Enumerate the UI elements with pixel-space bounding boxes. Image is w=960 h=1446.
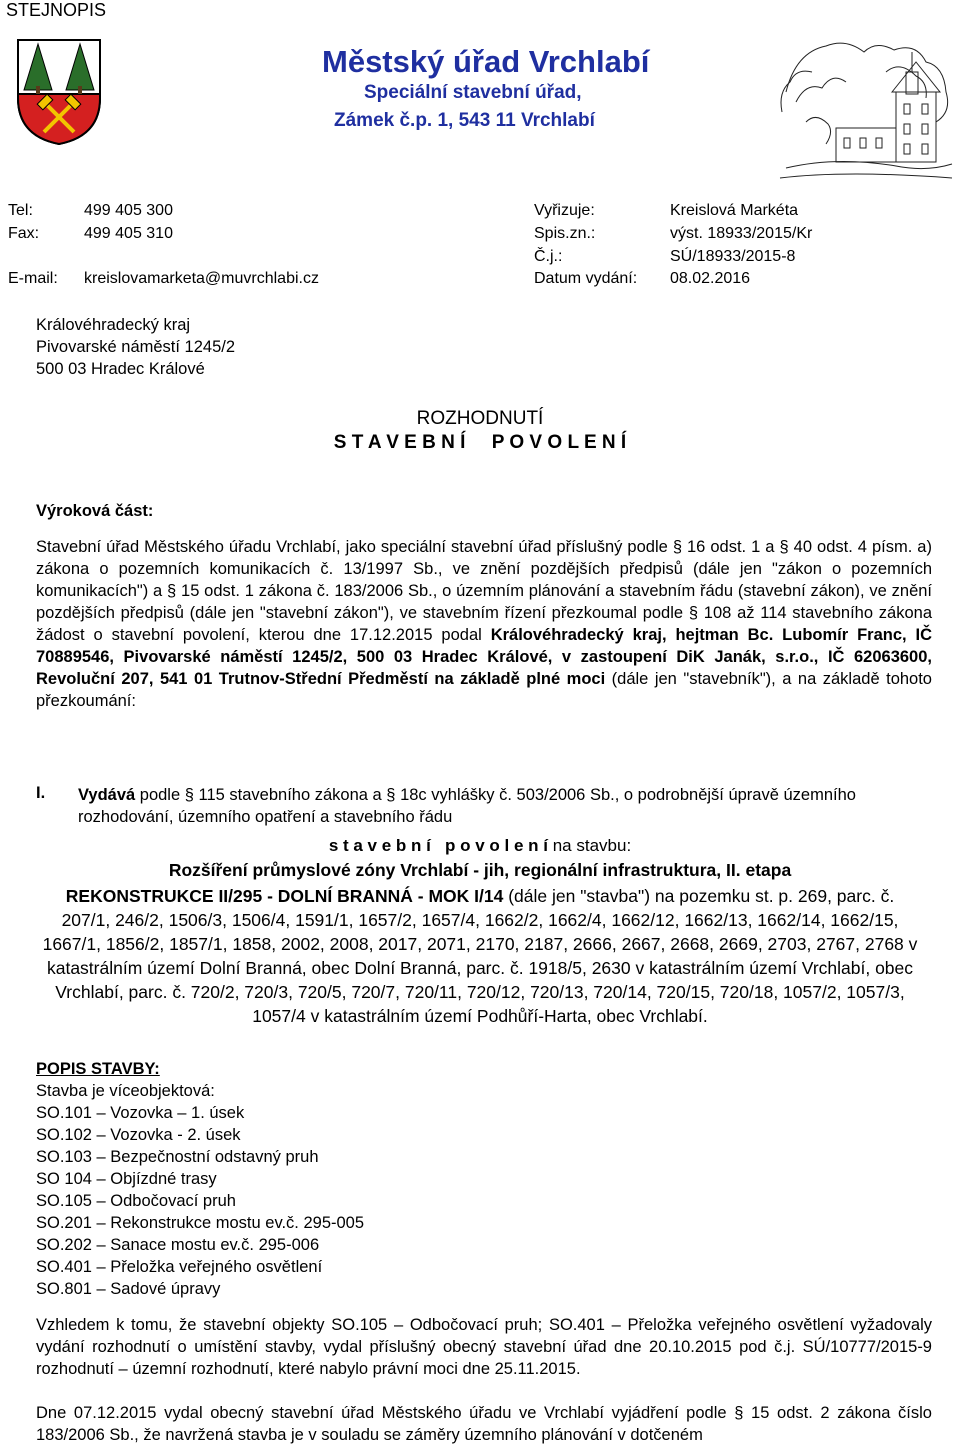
list-item: SO.202 – Sanace mostu ev.č. 295-006 bbox=[36, 1236, 320, 1254]
tel-label: Tel: bbox=[8, 202, 33, 219]
text-span: 15 odst. 1 zákona č. 183/2006 Sb., o územním plánování a stavebním řádu (stavební zákon), ve znění pozdějších předpisů (dále jen "stavební zákon"), ve stavebním řízení přezkoumal podle bbox=[36, 582, 933, 622]
section-heading: Výroková část: bbox=[36, 502, 154, 520]
office-title: Městský úřad Vrchlabí bbox=[322, 44, 650, 79]
recipient-line3: 500 03 Hradec Králové bbox=[36, 360, 205, 378]
castle-drawing-icon bbox=[776, 32, 956, 186]
list-item: SO.101 – Vozovka – 1. úsek bbox=[36, 1104, 245, 1122]
recipient-line1: Královéhradecký kraj bbox=[36, 316, 191, 334]
list-item: SO.401 – Přeložka veřejného osvětlení bbox=[36, 1258, 323, 1276]
email-value: kreislovamarketa@muvrchlabi.cz bbox=[84, 270, 319, 287]
vyrizuje-value: Kreislová Markéta bbox=[670, 202, 799, 219]
applicant-details: Královéhradecký kraj, hejtman Bc. Lubomír Franc, IČ 70889546, Pivovarské náměstí 1245/2, 500 03 Hradec Králové, v zastoupení DiK Janák, s.r.o., IČ 62063600, Revoluční 207, 541 01 Trutnov-Střední Předměstí na základě plné moci bbox=[36, 626, 932, 688]
text-span: 40 odst. 4 písm. a) zákona o pozemních komunikacích č. 13/1997 Sb., ve znění pozdějších předpisů (dále jen "zákon o pozemních komunikacích") a bbox=[36, 538, 932, 600]
text-span: Stavební úřad Městského úřadu Vrchlabí, jako speciální stavební úřad příslušný podle bbox=[36, 538, 668, 556]
text-span: 108 až 114 stavebního zákona žádost o stavební povolení, kterou dne 17.12.2015 podal bbox=[36, 604, 932, 644]
section-sign: § bbox=[184, 786, 194, 804]
popis-heading: POPIS STAVBY: bbox=[36, 1060, 160, 1078]
fax-value: 499 405 310 bbox=[84, 225, 173, 242]
section-i-text bbox=[78, 784, 932, 828]
office-address: Zámek č.p. 1, 543 11 Vrchlabí bbox=[334, 110, 595, 131]
project-name: Rozšíření průmyslové zóny Vrchlabí - jih, regionální infrastruktura, II. etapa bbox=[168, 860, 792, 880]
list-item: SO.801 – Sadové úpravy bbox=[36, 1280, 221, 1298]
section-sign: § bbox=[688, 604, 699, 622]
section-sign: § bbox=[672, 538, 682, 556]
section-number: I. bbox=[36, 784, 46, 802]
text-span: 15 odst. 2 zákona číslo 183/2006 Sb., že navržená stavba je v souladu se záměry územního plánování v dotčeném bbox=[36, 1404, 932, 1444]
list-item: SO 104 – Objízdné trasy bbox=[36, 1170, 217, 1188]
permit-line bbox=[0, 836, 960, 856]
spiszn-label: Spis.zn.: bbox=[534, 225, 596, 242]
text-span: podle bbox=[139, 786, 181, 804]
paragraph-opinion bbox=[36, 1402, 932, 1446]
text-span: 115 stavebního zákona a bbox=[198, 786, 382, 804]
text-span: (dále jen "stavebník"), a na základě tohoto přezkoumání: bbox=[36, 670, 932, 710]
vydava-verb: Vydává bbox=[78, 786, 136, 804]
section-sign: § bbox=[386, 786, 396, 804]
decision-subtitle: S T A V E B N Í P O V O L E N Í bbox=[333, 432, 627, 453]
section-sign: § bbox=[779, 538, 789, 556]
text-span: Dne 07.12.2015 vydal obecný stavební úřad Městského úřadu ve Vrchlabí vyjádření podle bbox=[36, 1404, 727, 1422]
tel-value: 499 405 300 bbox=[84, 202, 173, 219]
paragraph-zoning: Vzhledem k tomu, že stavební objekty SO.105 – Odbočovací pruh; SO.401 – Přeložka veřejného osvětlení vyžadovaly vydání rozhodnutí o umístění stavby, vydal příslušný obecný stavební úřad dne 20.10.2015 pod č.j. SÚ/10777/2015-9 rozhodnutí – územní rozhodnutí, které nabylo právní moci dne 25.11.2015. bbox=[36, 1316, 932, 1378]
cj-value: SÚ/18933/2015-8 bbox=[670, 248, 796, 265]
section-sign: § bbox=[167, 582, 177, 600]
text-span: na stavbu: bbox=[552, 836, 632, 855]
list-item: SO.105 – Odbočovací pruh bbox=[36, 1192, 236, 1210]
permit-heading: s t a v e b n í p o v o l e n í bbox=[328, 836, 548, 855]
coat-of-arms-icon bbox=[14, 36, 104, 148]
project-parcels bbox=[40, 884, 920, 1028]
datum-value: 08.02.2016 bbox=[670, 270, 751, 287]
section-sign: § bbox=[734, 1404, 744, 1422]
office-subtitle: Speciální stavební úřad, bbox=[364, 82, 582, 103]
fax-label: Fax: bbox=[8, 225, 40, 242]
datum-label: Datum vydání: bbox=[534, 270, 638, 287]
recipient-line2: Pivovarské náměstí 1245/2 bbox=[36, 338, 236, 356]
list-item: SO.102 – Vozovka - 2. úsek bbox=[36, 1126, 241, 1144]
project-title: REKONSTRUKCE II/295 - DOLNÍ BRANNÁ - MOK I/14 bbox=[65, 886, 504, 906]
text-span: (dále jen "stavba") na pozemku st. p. 269, parc. č. 207/1, 246/2, 1506/3, 1506/4, 1591/1, 1657/2, 1657/4, 1662/2, 1662/4, 1662/12, 1662/13, 1662/14, 1662/15, 1667/1, 1856/2, 1857/1, 1858, 2002, 2008, 2017, 2071, 2170, 2187, 2666, 2667, 2668, 2669, 2703, 2767, 2768 v katastrálním území Dolní Branná, obec Dolní Branná, parc. č. 1918/5, 2630 v katastrálním území Vrchlabí, obec Vrchlabí, parc. č. 720/2, 720/3, 720/5, 720/7, 720/11, 720/12, 720/13, 720/14, 720/15, 720/18, 1057/2, 1057/3, 1057/4 v katastrálním území Podhůří-Harta, obec Vrchlabí. bbox=[42, 886, 918, 1026]
email-label: E-mail: bbox=[8, 270, 58, 287]
popis-intro: Stavba je víceobjektová: bbox=[36, 1082, 215, 1100]
text-span: 16 odst. 1 a bbox=[687, 538, 775, 556]
cj-label: Č.j.: bbox=[534, 248, 563, 265]
copy-stamp: STEJNOPIS bbox=[6, 0, 107, 20]
decision-title: ROZHODNUTÍ bbox=[416, 408, 544, 429]
list-item: SO.201 – Rekonstrukce mostu ev.č. 295-005 bbox=[36, 1214, 365, 1232]
vyrizuje-label: Vyřizuje: bbox=[534, 202, 595, 219]
list-item: SO.103 – Bezpečnostní odstavný pruh bbox=[36, 1148, 319, 1166]
spiszn-value: výst. 18933/2015/Kr bbox=[670, 225, 813, 242]
text-span: 18c vyhlášky č. 503/2006 Sb., o podrobnější úpravě územního rozhodování, územního opatření a stavebního řádu bbox=[78, 786, 856, 826]
paragraph-main bbox=[36, 536, 932, 712]
